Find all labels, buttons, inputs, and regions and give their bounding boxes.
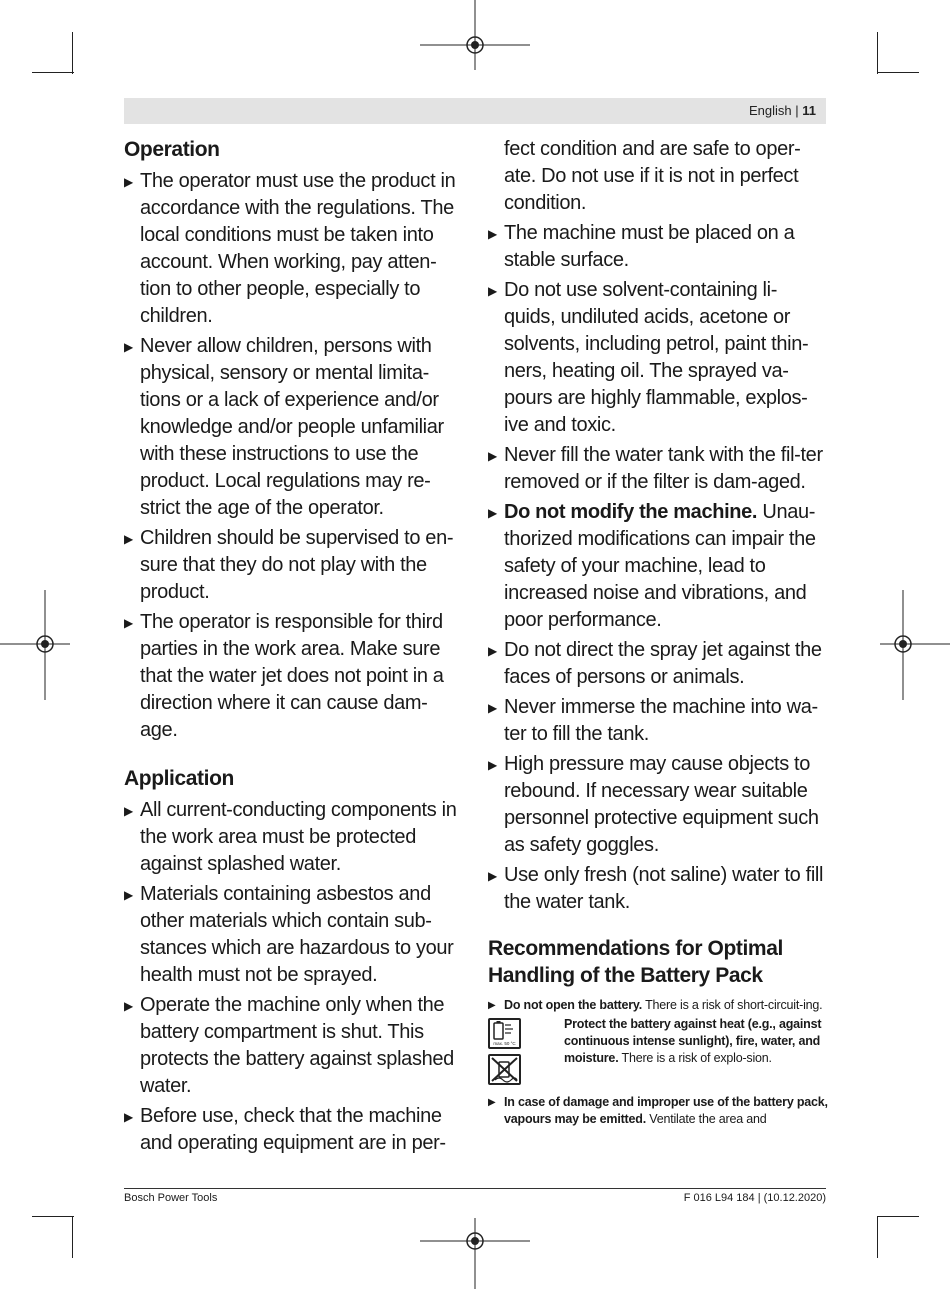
battery-warning-block — [488, 1018, 828, 1090]
application-item: ▶ Operate the machine only when the battery compartment is shut. This protects the battery against splashed water. — [124, 994, 454, 1097]
bullet-icon: ▶ — [488, 284, 497, 298]
bullet-icon: ▶ — [488, 227, 497, 241]
no-water-battery-icon — [488, 1054, 521, 1085]
bullet-icon: ▶ — [124, 616, 133, 630]
safety-item: ▶ High pressure may cause objects to rebound. If necessary wear suitable personnel protective equipment such as safety goggles. — [488, 753, 819, 856]
bullet-icon: ▶ — [124, 532, 133, 546]
bullet-icon: ▶ — [488, 1097, 496, 1108]
registration-mark-right — [880, 590, 950, 700]
bullet-icon: ▶ — [124, 999, 133, 1013]
crop-mark — [72, 32, 73, 74]
bullet-icon: ▶ — [488, 449, 497, 463]
continued-text: fect condition and are safe to oper-ate. Do not use if it is not in perfect condition. — [504, 138, 801, 214]
battery-protect-text: Protect the battery against heat (e.g., against continuous intense sunlight), fire, water, and moisture. There is a risk of explo-sion. — [564, 1017, 822, 1065]
bullet-icon: ▶ — [124, 888, 133, 902]
bullet-icon: ▶ — [488, 506, 497, 520]
registration-mark-top — [420, 0, 530, 70]
crop-mark — [877, 32, 878, 74]
footer-rule — [124, 1188, 826, 1189]
section-title-operation: Operation — [124, 138, 220, 161]
crop-mark — [32, 72, 74, 73]
header-language: English — [748, 103, 792, 118]
safety-item: ▶ Do not use solvent-containing li-quids, undiluted acids, acetone or solvents, including petrol, paint thin-ners, heating oil. The sprayed va-pours are highly flammable, explos-ive and toxic. — [488, 279, 809, 436]
bullet-icon: ▶ — [124, 340, 133, 354]
application-item: ▶ Before use, check that the machine and operating equipment are in per- — [124, 1105, 446, 1154]
bullet-icon: ▶ — [488, 701, 497, 715]
registration-mark-bottom — [420, 1218, 530, 1289]
safety-item: ▶ Use only fresh (not saline) water to fill the water tank. — [488, 864, 824, 913]
battery-heat-icon — [488, 1018, 521, 1049]
safety-item: ▶ Do not direct the spray jet against the faces of persons or animals. — [488, 639, 822, 688]
crop-mark — [877, 72, 919, 73]
operation-item: ▶ The operator must use the product in accordance with the regulations. The local conditions must be taken into account. When working, pay atten-tion to other people, especially to children. — [124, 170, 456, 327]
crop-mark — [877, 1216, 878, 1258]
operation-item: ▶ Never allow children, persons with physical, sensory or mental limita-tions or a lack of experience and/or knowledge and/or people unfamiliar with these instructions to use the product. Local regulations may re-strict the age of the operator. — [124, 335, 444, 519]
battery-item: ▶ Do not open the battery. There is a risk of short-circuit-ing. — [488, 997, 828, 1014]
crop-mark — [877, 1216, 919, 1217]
registration-mark-left — [0, 590, 70, 700]
footer-doc-id: F 016 L94 184 | (10.12.2020) — [683, 1192, 826, 1204]
bullet-icon: ▶ — [488, 758, 497, 772]
operation-item: ▶ The operator is responsible for third parties in the work area. Make sure that the water jet does not point in a direction where it can cause dam-age. — [124, 611, 444, 741]
header-text — [749, 103, 816, 118]
bullet-icon: ▶ — [124, 1110, 133, 1124]
crop-mark — [72, 1216, 73, 1258]
safety-item: ▶ Never fill the water tank with the fil-ter removed or if the filter is dam-aged. — [488, 444, 823, 493]
crop-mark — [32, 1216, 74, 1217]
footer-brand: Bosch Power Tools — [124, 1192, 218, 1204]
application-item: ▶ Materials containing asbestos and other materials which contain sub-stances which are hazardous to your health must not be sprayed. — [124, 883, 454, 986]
bullet-icon: ▶ — [124, 175, 133, 189]
page-number: 11 — [802, 103, 816, 118]
safety-item: ▶ Never immerse the machine into wa-ter to fill the tank. — [488, 696, 818, 745]
page-header — [124, 98, 826, 124]
bullet-icon: ▶ — [488, 869, 497, 883]
right-column — [488, 136, 828, 1132]
safety-item: ▶ The machine must be placed on a stable surface. — [488, 222, 795, 271]
section-title-battery: Recommendations for Optimal Handling of the Battery Pack — [488, 937, 783, 987]
icon-label: max. 50 °C — [493, 1041, 516, 1046]
safety-item: ▶ Do not modify the machine. Unau-thorized modifications can impair the safety of your machine, lead to increased noise and vibrations, and poor performance. — [488, 501, 816, 631]
header-separator: | — [795, 103, 799, 118]
battery-item: ▶ In case of damage and improper use of the battery pack, vapours may be emitted. Ventilate the area and — [488, 1095, 828, 1126]
bullet-icon: ▶ — [488, 1000, 496, 1011]
section-title-application: Application — [124, 767, 234, 790]
operation-item: ▶ Children should be supervised to en-sure that they do not play with the product. — [124, 527, 454, 603]
bullet-icon: ▶ — [124, 804, 133, 818]
application-item: ▶ All current-conducting components in the work area must be protected against splashed water. — [124, 799, 457, 875]
bullet-icon: ▶ — [488, 644, 497, 658]
left-column — [124, 136, 464, 1160]
